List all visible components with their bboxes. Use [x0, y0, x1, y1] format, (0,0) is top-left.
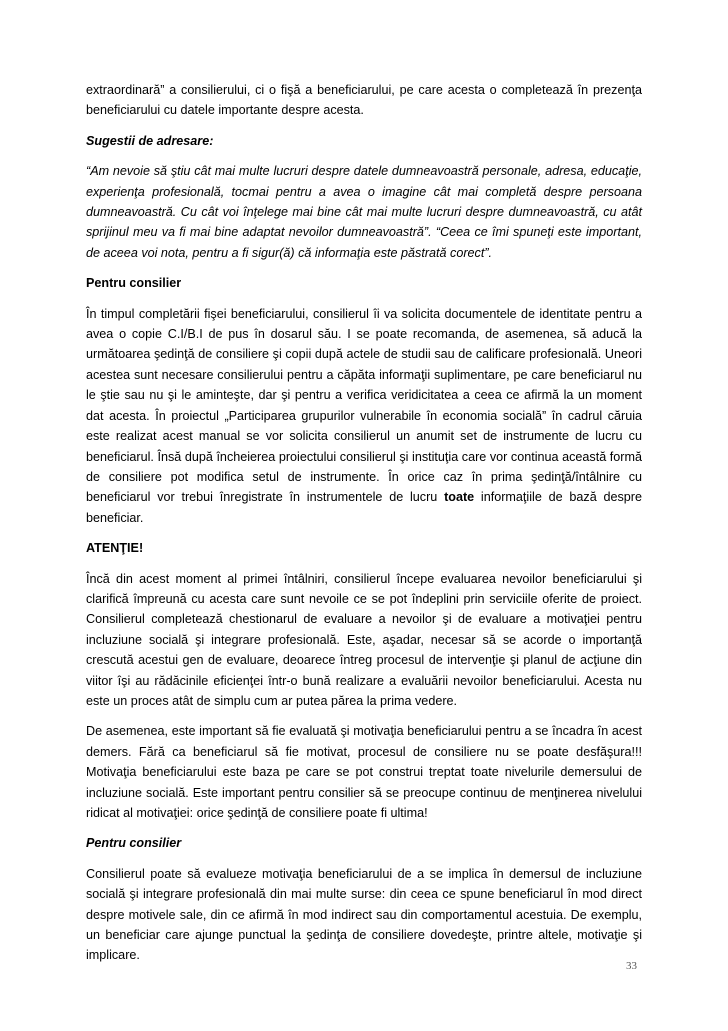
paragraph-documents	[86, 304, 642, 528]
paragraph-documents-text: În timpul completării fişei beneficiarului, consilierul îi va solicita documentele de identitate pentru a avea o copie C.I/B.I de pus în dosarul său. I se poate recomanda, de asemenea, să aducă la următoarea şedinţă de consiliere şi copii după actele de studii sau de calificare profesională. Uneori acestea sunt necesare consilierului pentru a căpăta informaţii suplimentare, pe care beneficiarul nu le ştie sau nu şi le aminteşte, dar şi pentru a verifica veridicitatea a ceea ce afirmă la un moment dat acesta. În proiectul „Participarea grupurilor vulnerabile în economia socială” în cadrul căruia este realizat acest manual se vor solicita consilierul un anumit set de instrumente de lucru cu beneficiarul. Însă după încheierea proiectului consilierul şi instituţia care vor continua această formă de consiliere pot modifica setul de instrumente. În orice caz în prima şedinţă/întâlnire cu beneficiarul vor trebui înregistrate în instrumentele de lucru	[86, 306, 642, 505]
heading-attention: ATENŢIE!	[86, 541, 144, 556]
paragraph-motivation: De asemenea, este important să fie evaluată şi motivaţia beneficiarului pentru a se încadra în acest demers. Fără ca beneficiarul să fie motivat, procesul de consiliere nu se poate desfăşura!!! Motivaţia beneficiarului este baza pe care se pot construi treptat toate nivelurile demersului de incluziune socială. Este important pentru consilier să se preocupe continuu de menţinerea nivelului ridicat al motivaţiei: orice şedinţă de consiliere poate fi ultima!	[86, 724, 642, 820]
heading-for-counselor-2: Pentru consilier	[86, 836, 182, 851]
quote-paragraph: “Am nevoie să ştiu cât mai multe lucruri despre datele dumneavoastră personale, adresa, educaţie, experienţa profesională, tocmai pentru a avea o imagine cât mai completă despre persoana dumneavoastră. Cu cât voi înţelege mai bine cât mai multe lucruri despre dumneavoastră, cu atât sprijinul meu va fi mai bine adaptat nevoilor dumneavoastră”. “Ceea ce îmi spuneţi este important, de aceea voi nota, pentru a fi sigur(ă) că informaţia este păstrată corect”.	[86, 164, 642, 260]
paragraph-needs-evaluation: Încă din acest moment al primei întâlniri, consilierul începe evaluarea nevoilor beneficiarului şi clarifică împreună cu acesta care sunt nevoile ce se pot îndeplini prin serviciile oferite de proiect. Consilierul completează chestionarul de evaluare a nevoilor şi de evaluare a motivaţiei pentru incluziune socială şi integrare profesională. Este, aşadar, necesar să se acorde o importanţă crescută acestui gen de evaluare, deoarece întreg procesul de intervenţie şi planul de acţiune din viitor îşi au rădăcinile eficienţei într-o bună realizare a evaluării nevoilor beneficiarului. Acesta nu este un proces atât de simplu cum ar putea părea la prima vedere.	[86, 571, 642, 708]
heading-suggestions: Sugestii de adresare:	[86, 133, 214, 148]
paragraph-motivation-sources: Consilierul poate să evalueze motivaţia beneficiarului de a se implica în demersul de incluziune socială şi integrare profesională din mai multe surse: din ceea ce spune beneficiarul în mod direct despre motivele sale, din ce afirmă în mod indirect sau din comportamentul acestuia. De exemplu, un beneficiar care ajunge punctual la şedinţa de consiliere dovedeşte, printre altele, motivaţie şi implicare.	[86, 866, 642, 963]
paragraph-documents-end: informaţiile de bază despre beneficiar.	[86, 490, 642, 525]
emphasis-toate: toate	[444, 490, 475, 505]
paragraph-intro: extraordinară” a consilierului, ci o fişă a beneficiarului, pe care acesta o completează în prezenţa beneficiarului cu datele importante despre acesta.	[86, 83, 642, 118]
page-number: 33	[626, 960, 637, 972]
page-body	[86, 80, 642, 976]
heading-for-counselor: Pentru consilier	[86, 276, 182, 291]
